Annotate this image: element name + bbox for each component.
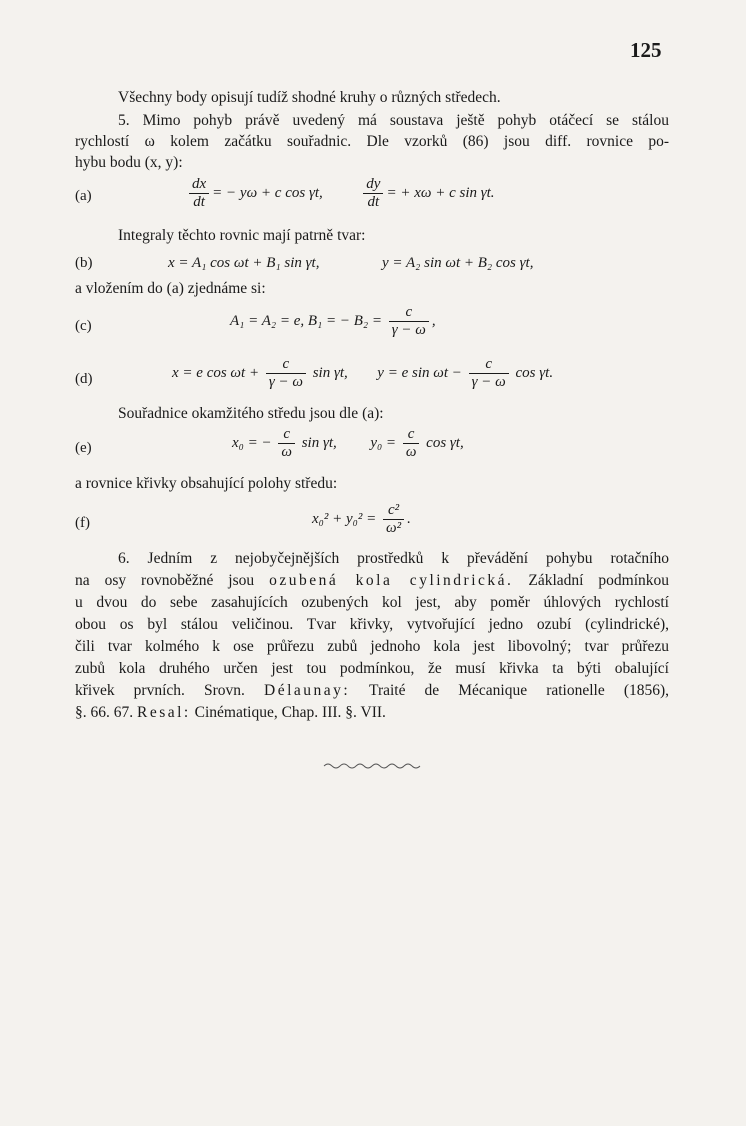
fraction <box>383 502 404 537</box>
numerator: c² <box>387 502 400 518</box>
numerator: c <box>407 426 415 442</box>
text-span: Cinématique, Chap. III. §. VII. <box>194 704 386 721</box>
text-line: Souřadnice okamžitého středu jsou dle (a): <box>118 405 384 422</box>
numerator: c <box>283 426 290 442</box>
equation-label: (a) <box>75 188 92 204</box>
text-line: Všechny body opisují tudíž shodné kruhy o různých středech. <box>118 89 501 106</box>
spaced-name: Délaunay: <box>264 682 351 699</box>
equation-label: (d) <box>75 371 93 387</box>
numerator: dy <box>366 176 381 192</box>
fraction <box>189 176 209 211</box>
equation-text: cos γt. <box>515 364 554 381</box>
spaced-term: ozubená kola cylindrická. <box>269 572 514 589</box>
equation-text: x₀² + y₀² = <box>312 510 377 527</box>
denominator: γ − ω <box>266 373 306 391</box>
equation-label: (e) <box>75 440 92 456</box>
equation-b-x: x = A₁ cos ωt + B₁ sin γt, <box>168 255 320 271</box>
text-line <box>75 571 669 591</box>
spaced-name: Resal: <box>137 704 191 721</box>
page-number: 125 <box>630 38 662 62</box>
denominator: ω² <box>383 519 404 537</box>
denominator: ω <box>278 443 295 461</box>
denominator: dt <box>363 193 383 211</box>
equation-label: (b) <box>75 255 93 271</box>
equation-text: A₁ = A₂ = e, B₁ = − B₂ = <box>230 312 383 329</box>
equation-text: sin γt, <box>312 364 348 381</box>
text-line <box>75 681 669 701</box>
denominator: dt <box>189 193 209 211</box>
text-line: zubů kola druhého určen jest tou podmínkou, že musí křivka ta býti obalující <box>75 660 669 677</box>
text-line: 6. Jedním z nejobyčejnějších prostředků k převádění pohybu rotačního <box>118 550 669 567</box>
equation-text: = + xω + c sin γt. <box>386 184 495 201</box>
text-line: obou os byl stálou veličinou. Tvar křivky, vytvořující jedno ozubí (cylindrické), <box>75 616 669 633</box>
text-span: §. 66. 67. <box>75 704 134 721</box>
denominator: ω <box>403 443 420 461</box>
equation-text: y₀ = <box>370 434 397 451</box>
wavy-divider-ornament <box>322 760 422 772</box>
text-line <box>75 703 669 723</box>
equation-text: , <box>431 312 436 329</box>
text-line: a vložením do (a) zjednáme si: <box>75 280 266 297</box>
equation-d <box>172 356 553 391</box>
fraction <box>363 176 383 211</box>
equation-label: (c) <box>75 318 92 334</box>
text-span: Traité de Mécanique rationelle (1856), <box>369 682 670 699</box>
equation-text: x = e cos ωt + <box>172 364 260 381</box>
text-line: a rovnice křivky obsahující polohy středu: <box>75 475 338 492</box>
denominator: γ − ω <box>389 321 429 339</box>
text-line: 5. Mimo pohyb právě uvedený má soustava ještě pohyb otáčecí se stálou <box>118 112 669 129</box>
fraction <box>389 304 429 339</box>
equation-c <box>230 304 436 339</box>
equation-label: (f) <box>75 515 90 531</box>
equation-text: = − yω + c cos γt, <box>212 184 323 201</box>
fraction <box>278 426 295 461</box>
numerator: dx <box>192 176 207 192</box>
fraction <box>469 356 509 391</box>
equation-text: y = e sin ωt − <box>377 364 462 381</box>
text-line: Integraly těchto rovnic mají patrně tvar: <box>118 227 366 244</box>
text-line: čili tvar kolmého k ose průřezu zubů jednoho kola jest libovolný; tvar průřezu <box>75 638 669 655</box>
equation-text: x₀ = − <box>232 434 272 451</box>
equation-text: cos γt, <box>426 434 464 451</box>
numerator: c <box>405 304 413 320</box>
text-span: na osy rovnoběžné jsou <box>75 572 255 589</box>
fraction <box>403 426 420 461</box>
text-line: hybu bodu (x, y): <box>75 154 183 171</box>
text-span: Základní podmínkou <box>528 572 670 589</box>
equation-text: . <box>407 510 411 527</box>
numerator: c <box>485 356 493 372</box>
text-span: křivek prvních. Srovn. <box>75 682 245 699</box>
numerator: c <box>282 356 290 372</box>
denominator: γ − ω <box>469 373 509 391</box>
text-line: rychlostí ω kolem začátku souřadnic. Dle vzorků (86) jsou diff. rovnice po- <box>75 133 669 150</box>
equation-f <box>312 502 411 537</box>
equation-text: sin γt, <box>301 434 337 451</box>
text-line: u dvou do sebe zasahujících ozubených kol jest, aby poměr úhlových rychlostí <box>75 594 669 611</box>
fraction <box>266 356 306 391</box>
equation-a <box>186 176 495 211</box>
equation-b-y: y = A₂ sin ωt + B₂ cos γt, <box>382 255 534 271</box>
equation-e <box>232 426 464 461</box>
